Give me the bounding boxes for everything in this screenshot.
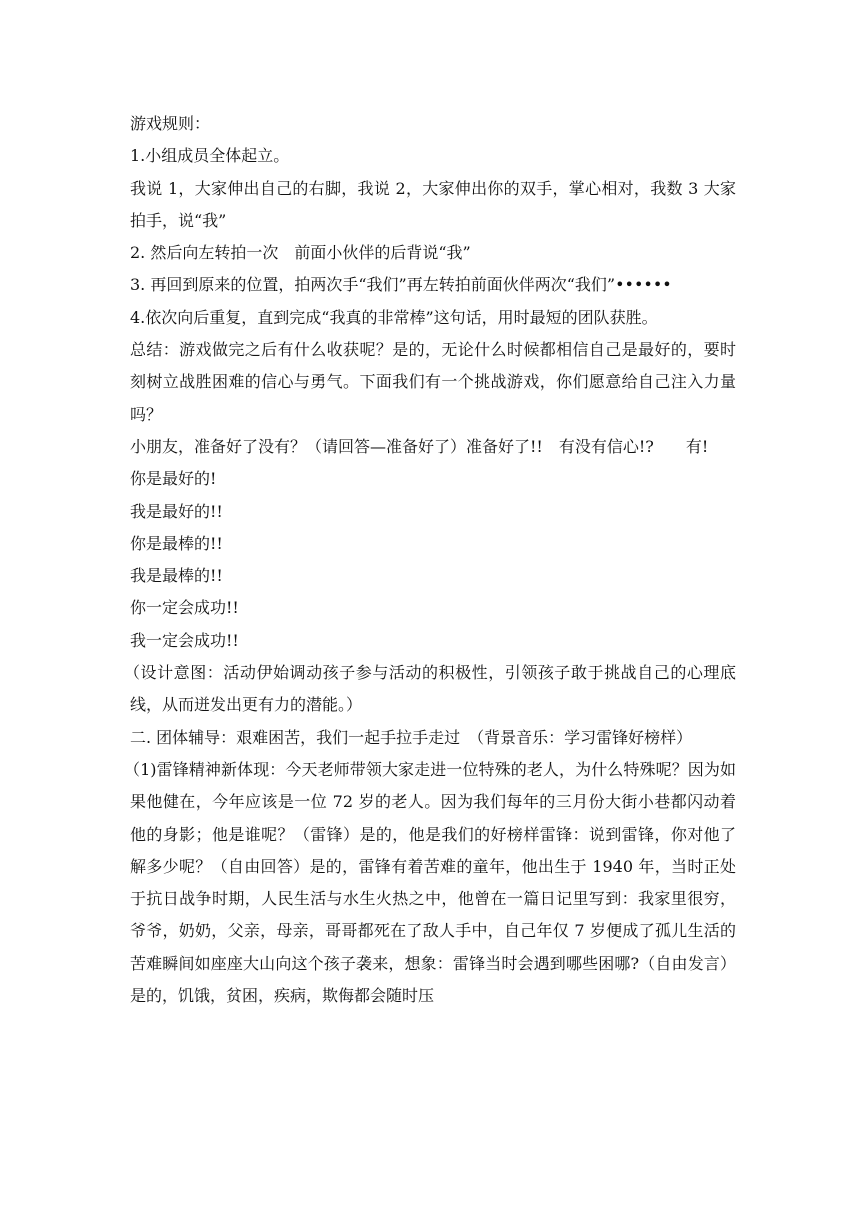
paragraph-rule-4: 4.依次向后重复，直到完成“我真的非常棒”这句话，用时最短的团队获胜。 (130, 307, 658, 327)
paragraph-game-rules-heading: 游戏规则： (130, 114, 211, 133)
paragraph-summary: 总结：游戏做完之后有什么收获呢？是的，无论什么时候都相信自己是最好的，要时刻树立战胜困难的信心与勇气。下面我们有一个挑战游戏，你们愿意给自己注入力量吗？ (130, 340, 736, 424)
paragraph-chant-5: 你一定会成功!! (130, 598, 239, 618)
paragraph-chant-3: 你是最棒的!! (130, 533, 223, 553)
paragraph-chant-4: 我是最棒的!! (130, 566, 223, 586)
paragraph-rule-1: 1.小组成员全体起立。 (130, 146, 290, 166)
paragraph-leifeng-story: （1)雷锋精神新体现：今天老师带领大家走进一位特殊的老人，为什么特殊呢？因为如果他健在，今年应该是一位 72 岁的老人。因为我们每年的三月份大街小巷都闪动着他的身影；他是谁呢？（雷锋）是的，他是我们的好榜样雷锋：说到雷锋，你对他了解多少呢？（自由回答）是的，雷锋有着苦难的童年，他出生于 1940 年，当时正处于抗日战争时期，人民生活与水生火热之中，他曾在一篇日记里写到：我家里很穷，爷爷，奶奶，父亲，母亲，哥哥都死在了敌人手中，自己年仅 7 岁便成了孤儿生活的苦难瞬间如座座大山向这个孩子袭来，想象：雷锋当时会遇到哪些困哪?（自由发言）是的，饥饿，贫困，疾病，欺侮都会随时压 (124, 759, 736, 1006)
document-body (124, 108, 736, 1012)
paragraph-rule-1-detail: 我说 1，大家伸出自己的右脚，我说 2，大家伸出你的双手，掌心相对，我数 3 大家拍手，说“我” (130, 178, 736, 230)
paragraph-rule-2: 2. 然后向左转拍一次 前面小伙伴的后背说“我” (130, 243, 471, 263)
paragraph-rule-3: 3. 再回到原来的位置，拍两次手“我们”再左转拍前面伙伴两次“我们”•••••• (130, 275, 672, 295)
paragraph-chant-6: 我一定会成功!! (130, 630, 239, 650)
paragraph-chant-2: 我是最好的!! (130, 501, 223, 521)
paragraph-section-two-heading: 二. 团体辅导：艰难困苦，我们一起手拉手走过 （背景音乐：学习雷锋好榜样） (130, 727, 693, 747)
paragraph-design-intent: （设计意图：活动伊始调动孩子参与活动的积极性，引领孩子敢于挑战自己的心理底线，从而迸发出更有力的潜能。） (124, 663, 736, 715)
paragraph-chant-1: 你是最好的! (130, 469, 217, 489)
paragraph-ready-question: 小朋友，准备好了没有？（请回答—准备好了）准备好了!! 有没有信心!? 有! (130, 436, 709, 456)
